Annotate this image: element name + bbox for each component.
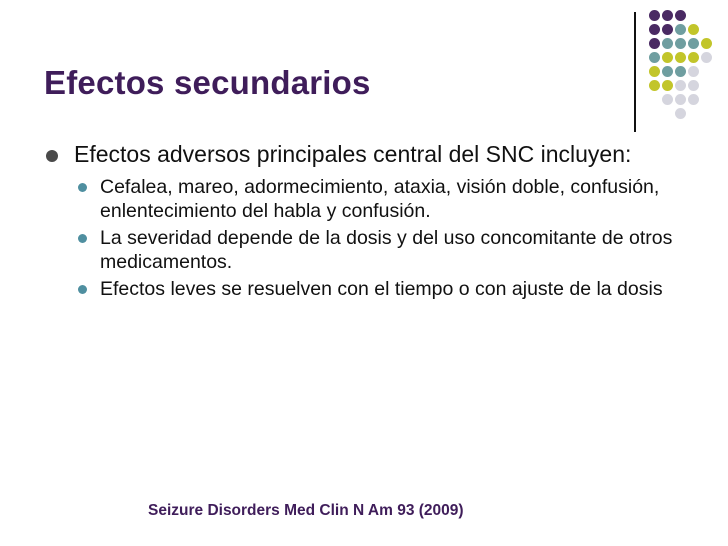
bullet-text: La severidad depende de la dosis y del uso concomitante de otros medicamentos. [100, 227, 673, 273]
dot [701, 52, 712, 63]
dot [675, 24, 686, 35]
dot [662, 80, 673, 91]
bullet-level-2 [74, 277, 684, 301]
bullet-text: Cefalea, mareo, adormecimiento, ataxia, visión doble, confusión, enlentecimiento del habla y confusión. [100, 176, 660, 222]
bullet-dot-icon [46, 150, 58, 162]
dot [675, 10, 686, 21]
dot [662, 52, 673, 63]
dot [675, 52, 686, 63]
dot [675, 38, 686, 49]
dot [649, 52, 660, 63]
bullet-level-2 [74, 175, 684, 223]
bullet-text: Efectos leves se resuelven con el tiempo o con ajuste de la dosis [100, 278, 663, 300]
dot [649, 38, 660, 49]
dot [662, 24, 673, 35]
dot [688, 38, 699, 49]
dot [662, 10, 673, 21]
dot [688, 52, 699, 63]
dot [649, 24, 660, 35]
dot [675, 80, 686, 91]
dot [662, 94, 673, 105]
dot [675, 66, 686, 77]
slide-body [44, 140, 684, 304]
dot [662, 66, 673, 77]
slide-title: Efectos secundarios [44, 64, 371, 101]
dot [688, 80, 699, 91]
bullet-level-2 [74, 226, 684, 274]
dot [649, 80, 660, 91]
dot [688, 24, 699, 35]
bullet-text: Efectos adversos principales central del SNC incluyen: [74, 141, 632, 167]
dot [649, 66, 660, 77]
dot [688, 94, 699, 105]
citation-footer: Seizure Disorders Med Clin N Am 93 (2009) [148, 502, 464, 519]
dot [649, 10, 660, 21]
dot [675, 94, 686, 105]
dot [688, 66, 699, 77]
bullet-dot-icon [78, 234, 87, 243]
dot [662, 38, 673, 49]
bullet-level-1 [44, 140, 684, 169]
dot [701, 38, 712, 49]
bullet-dot-icon [78, 183, 87, 192]
bullet-dot-icon [78, 285, 87, 294]
vertical-divider [634, 12, 636, 132]
dot [675, 108, 686, 119]
